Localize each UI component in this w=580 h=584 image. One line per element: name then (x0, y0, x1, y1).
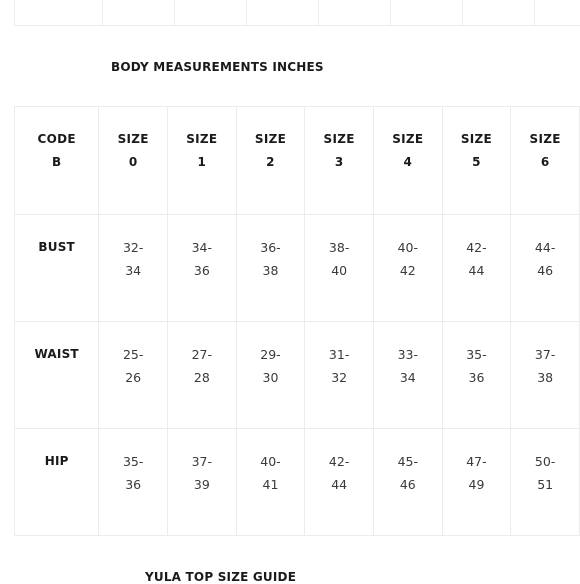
cell-value: 32- 34 (122, 240, 144, 278)
header-cell-size-1 (168, 107, 237, 215)
cell-value: 29- 30 (260, 347, 281, 385)
row-label-text: BUST (38, 240, 75, 254)
header-cell-text: SIZE 0 (117, 132, 149, 169)
table-row (15, 322, 580, 429)
header-cell-size-2 (236, 107, 305, 215)
cell-value: 42- 44 (466, 240, 487, 278)
cell-value: 45- 46 (397, 454, 418, 492)
table-row (15, 215, 580, 322)
table-row (15, 429, 580, 536)
section-title: BODY MEASUREMENTS INCHES (111, 60, 324, 74)
row-label-bust (15, 215, 99, 322)
table-cell (305, 429, 374, 536)
cell-value: 37- 38 (534, 347, 556, 385)
table-cell (373, 322, 442, 429)
table-cell (442, 429, 511, 536)
cell-value: 25- 26 (122, 347, 144, 385)
header-cell-text: SIZE 5 (460, 132, 493, 169)
previous-table-fragment (0, 0, 580, 26)
header-cell-size-0 (99, 107, 168, 215)
table-cell (99, 429, 168, 536)
cell-value: 40- 42 (397, 240, 418, 278)
table-cell (236, 215, 305, 322)
table-header-row (15, 107, 580, 215)
cell-value: 34- 36 (191, 240, 213, 278)
cell-value: 50- 51 (534, 454, 556, 492)
row-label-text: HIP (44, 454, 69, 468)
cell-value: 42- 44 (328, 454, 350, 492)
header-cell-size-6 (511, 107, 580, 215)
header-cell-size-3 (305, 107, 374, 215)
row-label-hip (15, 429, 99, 536)
table-cell (511, 429, 580, 536)
cell-value: 33- 34 (397, 347, 418, 385)
table-cell (373, 215, 442, 322)
table-cell (442, 322, 511, 429)
table-cell (99, 322, 168, 429)
table-cell (168, 322, 237, 429)
cell-value: 31- 32 (328, 347, 350, 385)
table-cell (99, 215, 168, 322)
cell-value: 37- 39 (191, 454, 213, 492)
header-cell-size-4 (373, 107, 442, 215)
table-cell (236, 322, 305, 429)
header-cell-text: SIZE 4 (392, 132, 424, 169)
cell-value: 44- 46 (534, 240, 556, 278)
cell-value: 27- 28 (191, 347, 213, 385)
row-label-waist (15, 322, 99, 429)
row-label-text: WAIST (34, 347, 79, 361)
size-chart-table (14, 106, 580, 536)
cell-value: 36- 38 (260, 240, 281, 278)
header-cell-text: SIZE 3 (323, 132, 355, 169)
header-cell-text: SIZE 1 (186, 132, 218, 169)
header-cell-size-5 (442, 107, 511, 215)
header-cell-code (15, 107, 99, 215)
next-section-title: YULA TOP SIZE GUIDE (145, 570, 297, 584)
cell-value: 38- 40 (328, 240, 350, 278)
cell-value: 47- 49 (466, 454, 487, 492)
header-cell-text: SIZE 2 (254, 132, 287, 169)
cell-value: 35- 36 (122, 454, 144, 492)
header-cell-text: SIZE 6 (529, 132, 561, 169)
table-cell (236, 429, 305, 536)
table-cell (373, 429, 442, 536)
cell-value: 35- 36 (466, 347, 487, 385)
table-cell (168, 215, 237, 322)
table-cell (511, 322, 580, 429)
header-cell-text: CODE B (37, 132, 76, 169)
cell-value: 40- 41 (260, 454, 281, 492)
table-cell (442, 215, 511, 322)
table-cell (168, 429, 237, 536)
table-cell (511, 215, 580, 322)
table-cell (305, 322, 374, 429)
table-cell (305, 215, 374, 322)
